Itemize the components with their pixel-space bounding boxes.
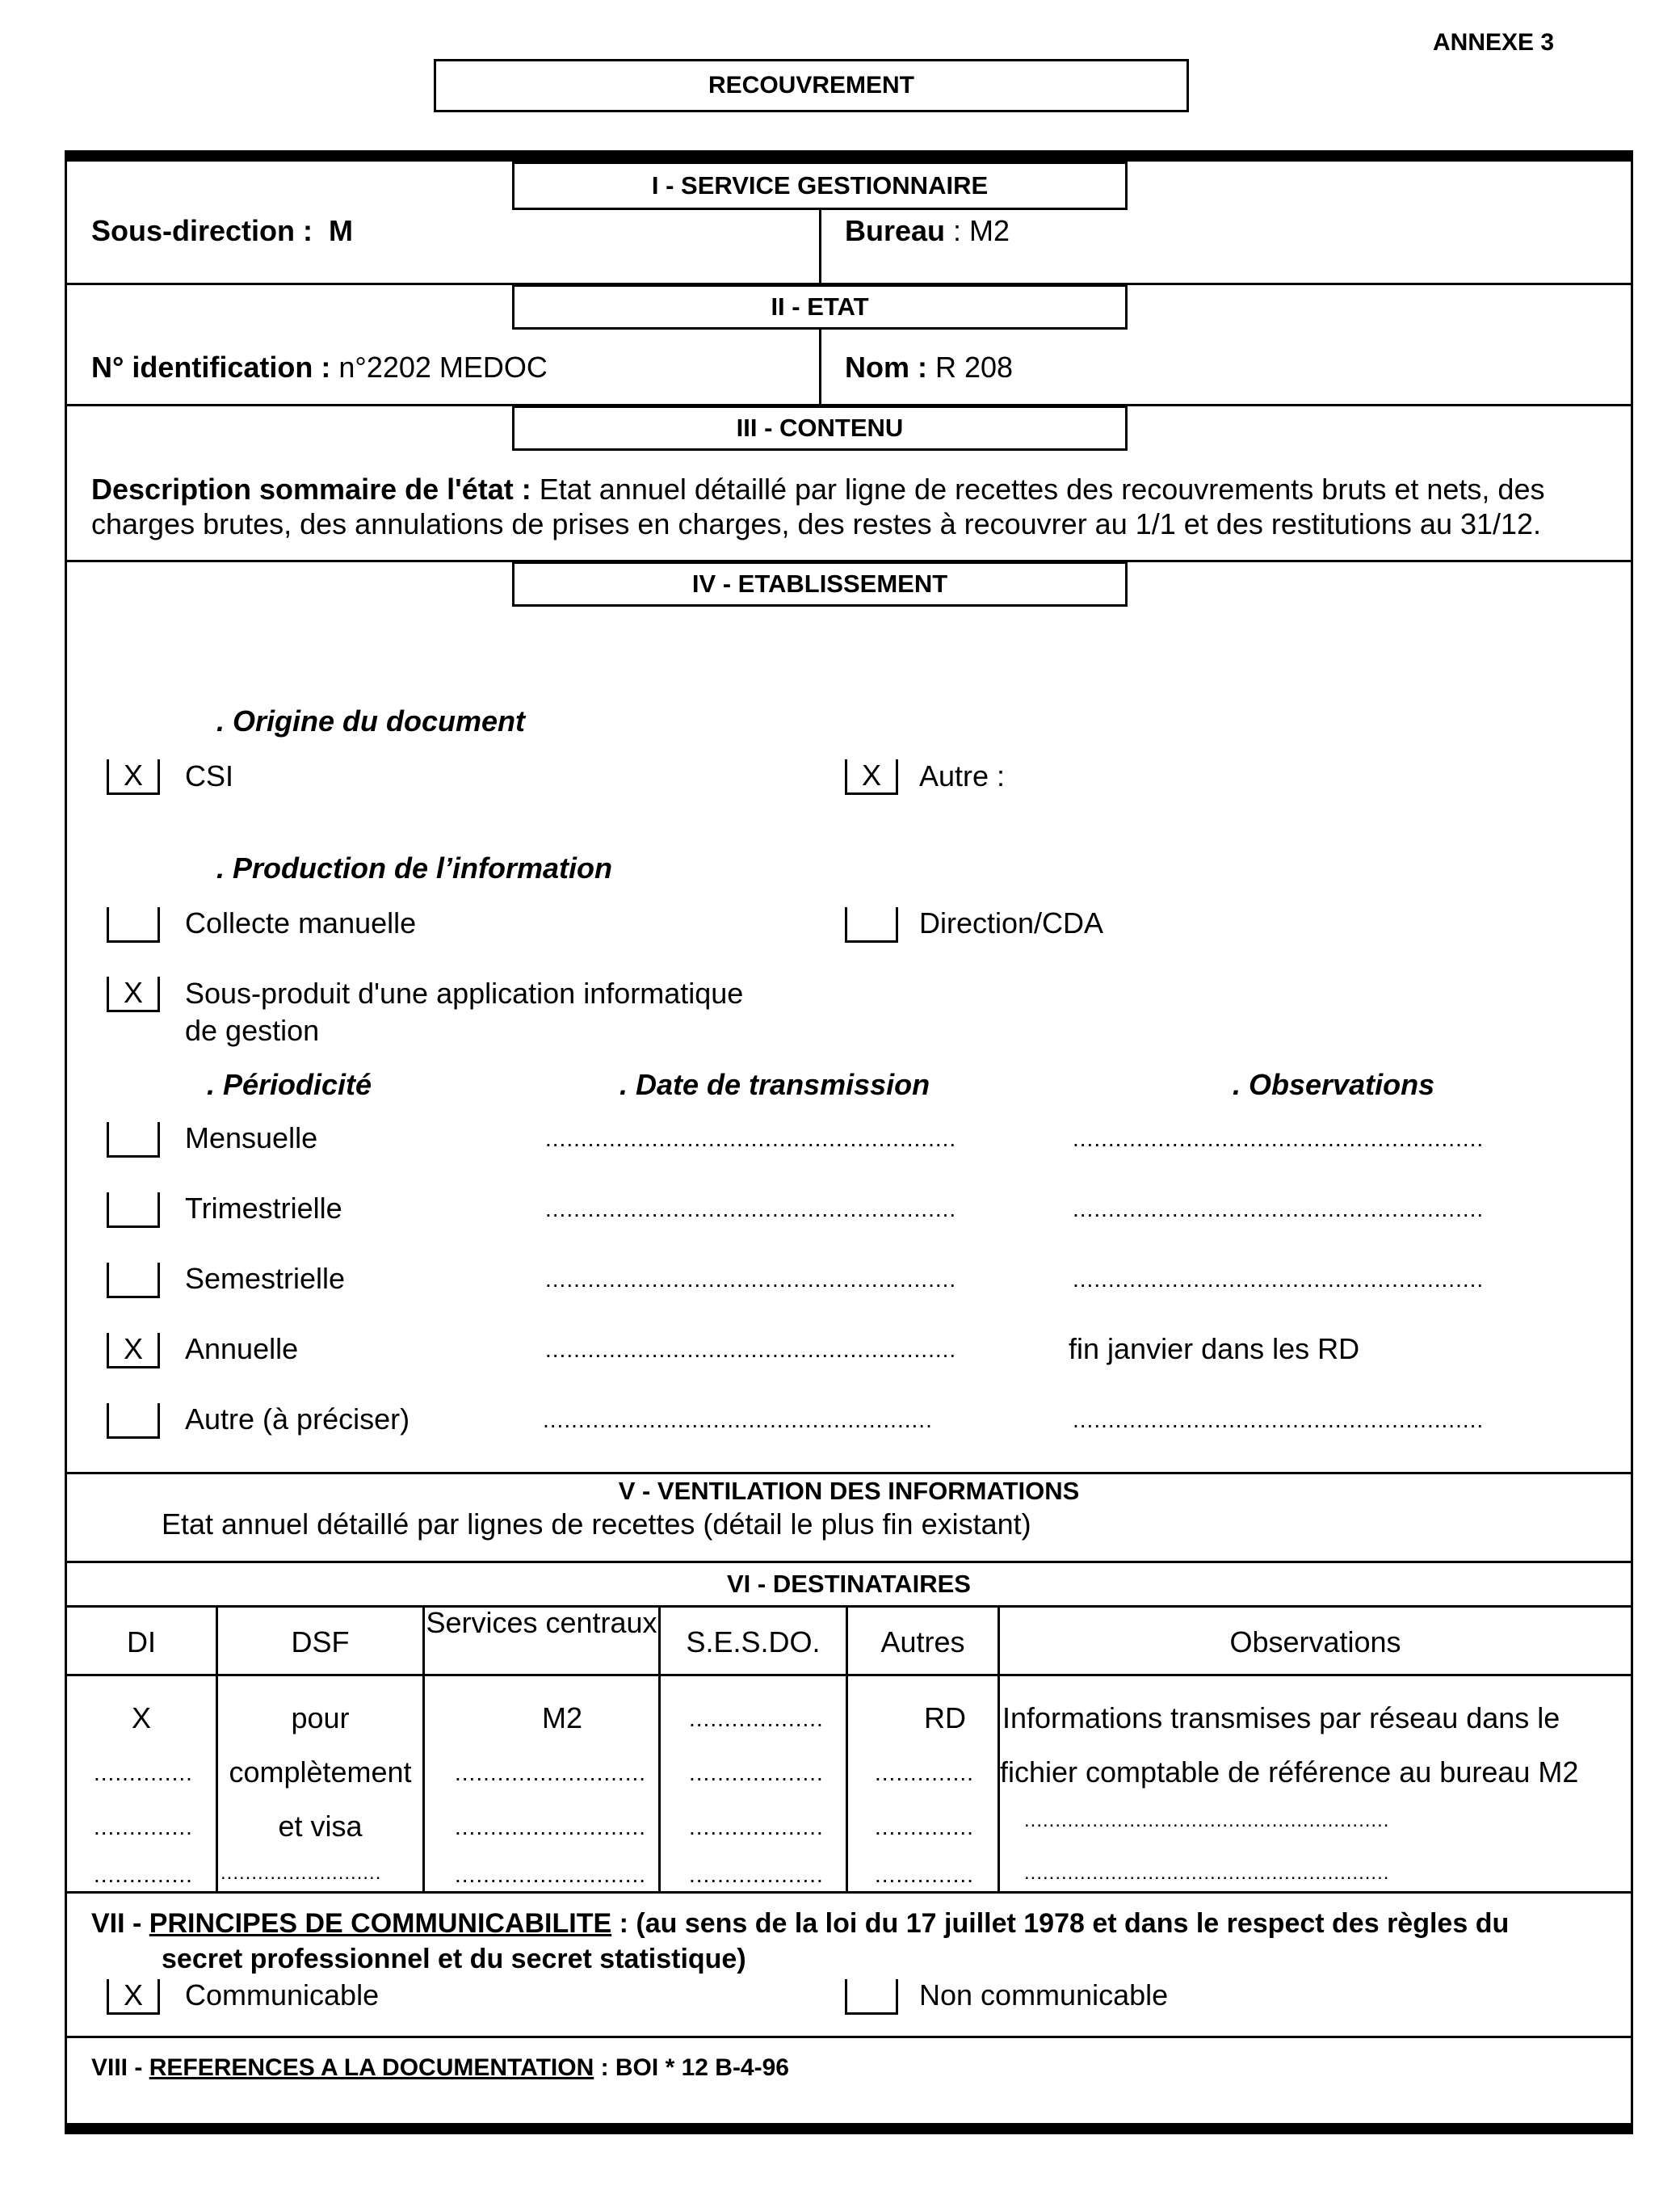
- identification-value: n°2202 MEDOC: [338, 351, 548, 384]
- cell-r3-autres: ..............: [875, 1862, 974, 1887]
- bureau-field: [845, 214, 1010, 248]
- label-semestrielle: Semestrielle: [185, 1262, 346, 1295]
- checkbox-mensuelle[interactable]: [107, 1122, 160, 1158]
- checkbox-trimestrielle[interactable]: [107, 1192, 160, 1228]
- table-header-top: [65, 1605, 1633, 1608]
- section-1-title: I - SERVICE GESTIONNAIRE: [512, 162, 1128, 210]
- cell-r1-dsf: complètement: [229, 1755, 412, 1789]
- header-dsf: DSF: [291, 1625, 350, 1658]
- date-transmission-heading: . Date de transmission: [620, 1068, 930, 1101]
- label-collecte-manuelle: Collecte manuelle: [185, 906, 417, 940]
- checkbox-collecte-manuelle[interactable]: [107, 907, 160, 943]
- obs-annuelle: fin janvier dans les RD: [1069, 1332, 1360, 1365]
- cell-r1-sesdo: ...................: [689, 1760, 824, 1785]
- checkbox-semestrielle[interactable]: [107, 1263, 160, 1298]
- section-7-bottom: [65, 2036, 1633, 2038]
- section-3-title: III - CONTENU: [512, 406, 1128, 451]
- header-di: DI: [127, 1625, 156, 1658]
- cell-r3-di: ..............: [94, 1862, 193, 1887]
- obs-mensuelle: ..........................................................: [1073, 1126, 1485, 1151]
- section-8-title: REFERENCES A LA DOCUMENTATION: [149, 2054, 594, 2081]
- section-7-title-line: [91, 1908, 1509, 1940]
- bureau-value: : M2: [953, 214, 1010, 247]
- cell-r0-sesdo: ...................: [689, 1706, 824, 1731]
- ventilation-text: Etat annuel détaillé par lignes de recettes (détail le plus fin existant): [162, 1507, 1031, 1541]
- sous-direction-label: Sous-direction :: [91, 214, 313, 247]
- nom-value: R 208: [935, 351, 1014, 384]
- section-8-prefix: VIII -: [91, 2054, 143, 2081]
- section-2-title: II - ETAT: [512, 284, 1128, 330]
- origine-heading: . Origine du document: [216, 704, 526, 738]
- nom-label: Nom :: [845, 351, 927, 384]
- cell-r3-observations: ...........................................................: [1024, 1862, 1390, 1884]
- obs-trimestrielle: ..........................................................: [1073, 1196, 1485, 1221]
- section-2-divider: [819, 330, 821, 406]
- label-mensuelle: Mensuelle: [185, 1121, 318, 1154]
- cell-r3-services: ...........................: [455, 1862, 647, 1887]
- observations-heading: . Observations: [1233, 1068, 1435, 1101]
- cell-r0-dsf: pour: [291, 1701, 350, 1734]
- checkbox-annuelle[interactable]: X: [107, 1333, 160, 1368]
- checkbox-non-communicable[interactable]: [845, 1979, 898, 2015]
- description-line-1: [91, 473, 1544, 507]
- identification-field: [91, 351, 548, 385]
- label-autre-origine: Autre :: [919, 759, 1006, 792]
- production-heading: . Production de l’information: [216, 851, 612, 885]
- cell-r0-di: X: [131, 1701, 151, 1734]
- header-autres: Autres: [880, 1625, 965, 1658]
- date-autre-periodicite: .......................................................: [543, 1407, 933, 1432]
- obs-semestrielle: ..........................................................: [1073, 1267, 1485, 1292]
- cell-r0-autres: RD: [924, 1701, 966, 1734]
- label-non-communicable: Non communicable: [919, 1978, 1169, 2012]
- section-6-bottom: [65, 1891, 1633, 1894]
- checkbox-csi[interactable]: X: [107, 759, 160, 795]
- date-annuelle: ..........................................................: [545, 1337, 957, 1362]
- section-4-bottom: [65, 1472, 1633, 1474]
- frame-top: [65, 150, 1633, 162]
- cell-r2-dsf: et visa: [278, 1810, 363, 1843]
- section-7-prefix: VII -: [91, 1908, 142, 1939]
- cell-r2-autres: ..............: [875, 1814, 974, 1839]
- cell-r1-autres: ..............: [875, 1760, 974, 1785]
- frame-bottom: [65, 2123, 1633, 2134]
- label-autre-periodicite: Autre (à préciser): [185, 1402, 410, 1436]
- cell-r3-dsf: ..........................: [220, 1862, 382, 1884]
- label-communicable: Communicable: [185, 1978, 380, 2012]
- cell-r0-observations: Informations transmises par réseau dans le: [1002, 1701, 1560, 1734]
- cell-r0-services: M2: [541, 1701, 582, 1734]
- checkbox-autre-origine[interactable]: X: [845, 759, 898, 795]
- date-mensuelle: ..........................................................: [545, 1126, 957, 1151]
- description-text-1: Etat annuel détaillé par ligne de recettes des recouvrements bruts et nets, des: [539, 473, 1545, 506]
- header-observations: Observations: [1229, 1625, 1401, 1658]
- section-8-line: [91, 2054, 789, 2082]
- section-8-rest: : BOI * 12 B-4-96: [594, 2054, 789, 2081]
- checkbox-sous-produit[interactable]: X: [107, 977, 160, 1012]
- table-header-bottom: [65, 1674, 1633, 1676]
- identification-label: N° identification :: [91, 351, 331, 384]
- label-annuelle: Annuelle: [185, 1332, 299, 1365]
- label-sous-produit: Sous-produit d'une application informatique: [185, 977, 744, 1010]
- frame-right: [1631, 150, 1633, 2134]
- label-csi: CSI: [185, 759, 234, 792]
- description-label: Description sommaire de l'état :: [91, 473, 531, 506]
- date-trimestrielle: ..........................................................: [545, 1196, 957, 1221]
- bureau-label: Bureau: [845, 214, 946, 247]
- section-4-title: IV - ETABLISSEMENT: [512, 561, 1128, 607]
- checkbox-autre-periodicite[interactable]: [107, 1403, 160, 1439]
- description-line-2: charges brutes, des annulations de prises en charges, des restes à recouvrer au 1/1 et des restitutions au 31/12.: [91, 507, 1542, 540]
- periodicite-heading: . Périodicité: [207, 1068, 372, 1101]
- nom-field: [845, 351, 1013, 385]
- section-7-line2: secret professionnel et du secret statistique): [162, 1944, 746, 1974]
- cell-r1-observations: fichier comptable de référence au bureau M2: [1000, 1755, 1579, 1789]
- header-services-centraux: Services centraux: [426, 1606, 657, 1639]
- checkbox-communicable[interactable]: X: [107, 1979, 160, 2015]
- cell-r1-di: ..............: [94, 1760, 193, 1785]
- table-col-divider-2: [422, 1605, 425, 1893]
- label-direction-cda: Direction/CDA: [919, 906, 1104, 940]
- label-sous-produit-line2: de gestion: [185, 1014, 320, 1047]
- section-1-divider: [819, 210, 821, 284]
- sous-direction-value: M: [329, 214, 354, 247]
- cell-r2-observations: ...........................................................: [1024, 1810, 1390, 1831]
- cell-r2-services: ...........................: [455, 1814, 647, 1839]
- section-5-bottom: [65, 1561, 1633, 1563]
- header-sesdo: S.E.S.DO.: [686, 1625, 821, 1658]
- label-trimestrielle: Trimestrielle: [185, 1192, 342, 1225]
- section-6-title: VI - DESTINATAIRES: [727, 1570, 971, 1598]
- cell-r1-services: ...........................: [455, 1760, 647, 1785]
- cell-r2-di: ..............: [94, 1814, 193, 1839]
- checkbox-direction-cda[interactable]: [845, 907, 898, 943]
- annex-label: ANNEXE 3: [1433, 29, 1555, 56]
- section-5-title: V - VENTILATION DES INFORMATIONS: [618, 1477, 1080, 1505]
- document-title: RECOUVREMENT: [434, 59, 1189, 112]
- cell-r3-sesdo: ...................: [689, 1862, 824, 1887]
- cell-r2-sesdo: ...................: [689, 1814, 824, 1839]
- section-7-title: PRINCIPES DE COMMUNICABILITE: [149, 1908, 612, 1939]
- frame-left: [65, 150, 67, 2134]
- sous-direction-field: [91, 214, 353, 248]
- obs-autre-periodicite: ..........................................................: [1073, 1407, 1485, 1432]
- section-7-rest: : (au sens de la loi du 17 juillet 1978 et dans le respect des règles du: [611, 1908, 1510, 1939]
- date-semestrielle: ..........................................................: [545, 1267, 957, 1292]
